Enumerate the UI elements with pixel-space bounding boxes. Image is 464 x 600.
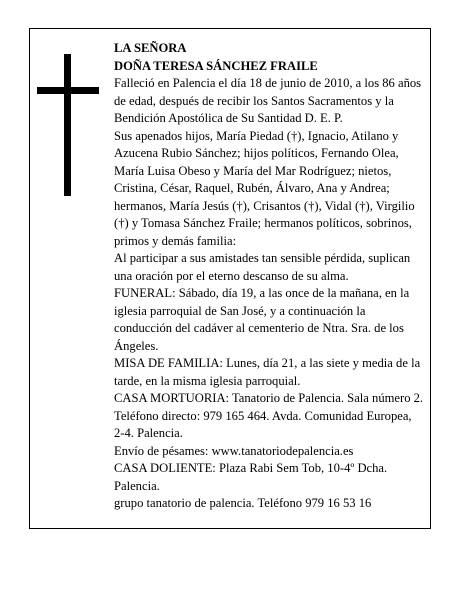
- funeral-info: FUNERAL: Sábado, día 19, a las once de la mañana, en la iglesia parroquial de San José, y a continuación la conducción del cadáver al cementerio de Ntra. Sra. de los Ángeles.: [114, 286, 410, 353]
- funeral-home-contact: grupo tanatorio de palencia. Teléfono 979 16 53 16: [114, 496, 372, 510]
- condolences-info: Envío de pésames: www.tanatoriodepalencia.es: [114, 443, 354, 458]
- mortuary-info: CASA MORTUORIA: Tanatorio de Palencia. Sala número 2. Teléfono directo: 979 165 464. Avda. Comunidad Europea, 2-4. Palencia.: [114, 391, 424, 440]
- family-list: Sus apenados hijos, María Piedad (†), Ignacio, Atilano y Azucena Rubio Sánchez; hijos políticos, Fernando Olea, María Luisa Obeso y María del Mar Rodríguez; nietos, Cristina, César, Raquel, Rubén, Álvaro, Ana y Andrea; hermanos, María Jesús (†), Crisantos (†), Vidal (†), Virgilio (†) y Tomasa Sánchez Fraile; hermanos políticos, sobrinos, primos y demás familia:: [114, 128, 415, 248]
- family-home-info: CASA DOLIENTE: Plaza Rabi Sem Tob, 10-4º Dcha. Palencia.: [114, 461, 388, 493]
- family-mass-info: MISA DE FAMILIA: Lunes, día 21, a las siete y media de la tarde, en la misma iglesia parroquial.: [114, 356, 421, 388]
- death-announcement: Falleció en Palencia el día 18 de junio de 2010, a los 86 años de edad, después de recibir los Santos Sacramentos y la Bendición Apostólica de Su Santidad D. E. P.: [114, 76, 422, 125]
- obituary-title: LA SEÑORA: [114, 41, 187, 55]
- prayer-request: Al participar a sus amistades tan sensible pérdida, suplican una oración por el eterno descanso de su alma.: [114, 251, 411, 283]
- cross-vertical-bar: [64, 54, 71, 196]
- deceased-name: DOÑA TERESA SÁNCHEZ FRAILE: [114, 58, 318, 73]
- obituary-text: [114, 40, 424, 513]
- cross-horizontal-bar: [37, 87, 99, 94]
- cross-icon: [37, 54, 99, 196]
